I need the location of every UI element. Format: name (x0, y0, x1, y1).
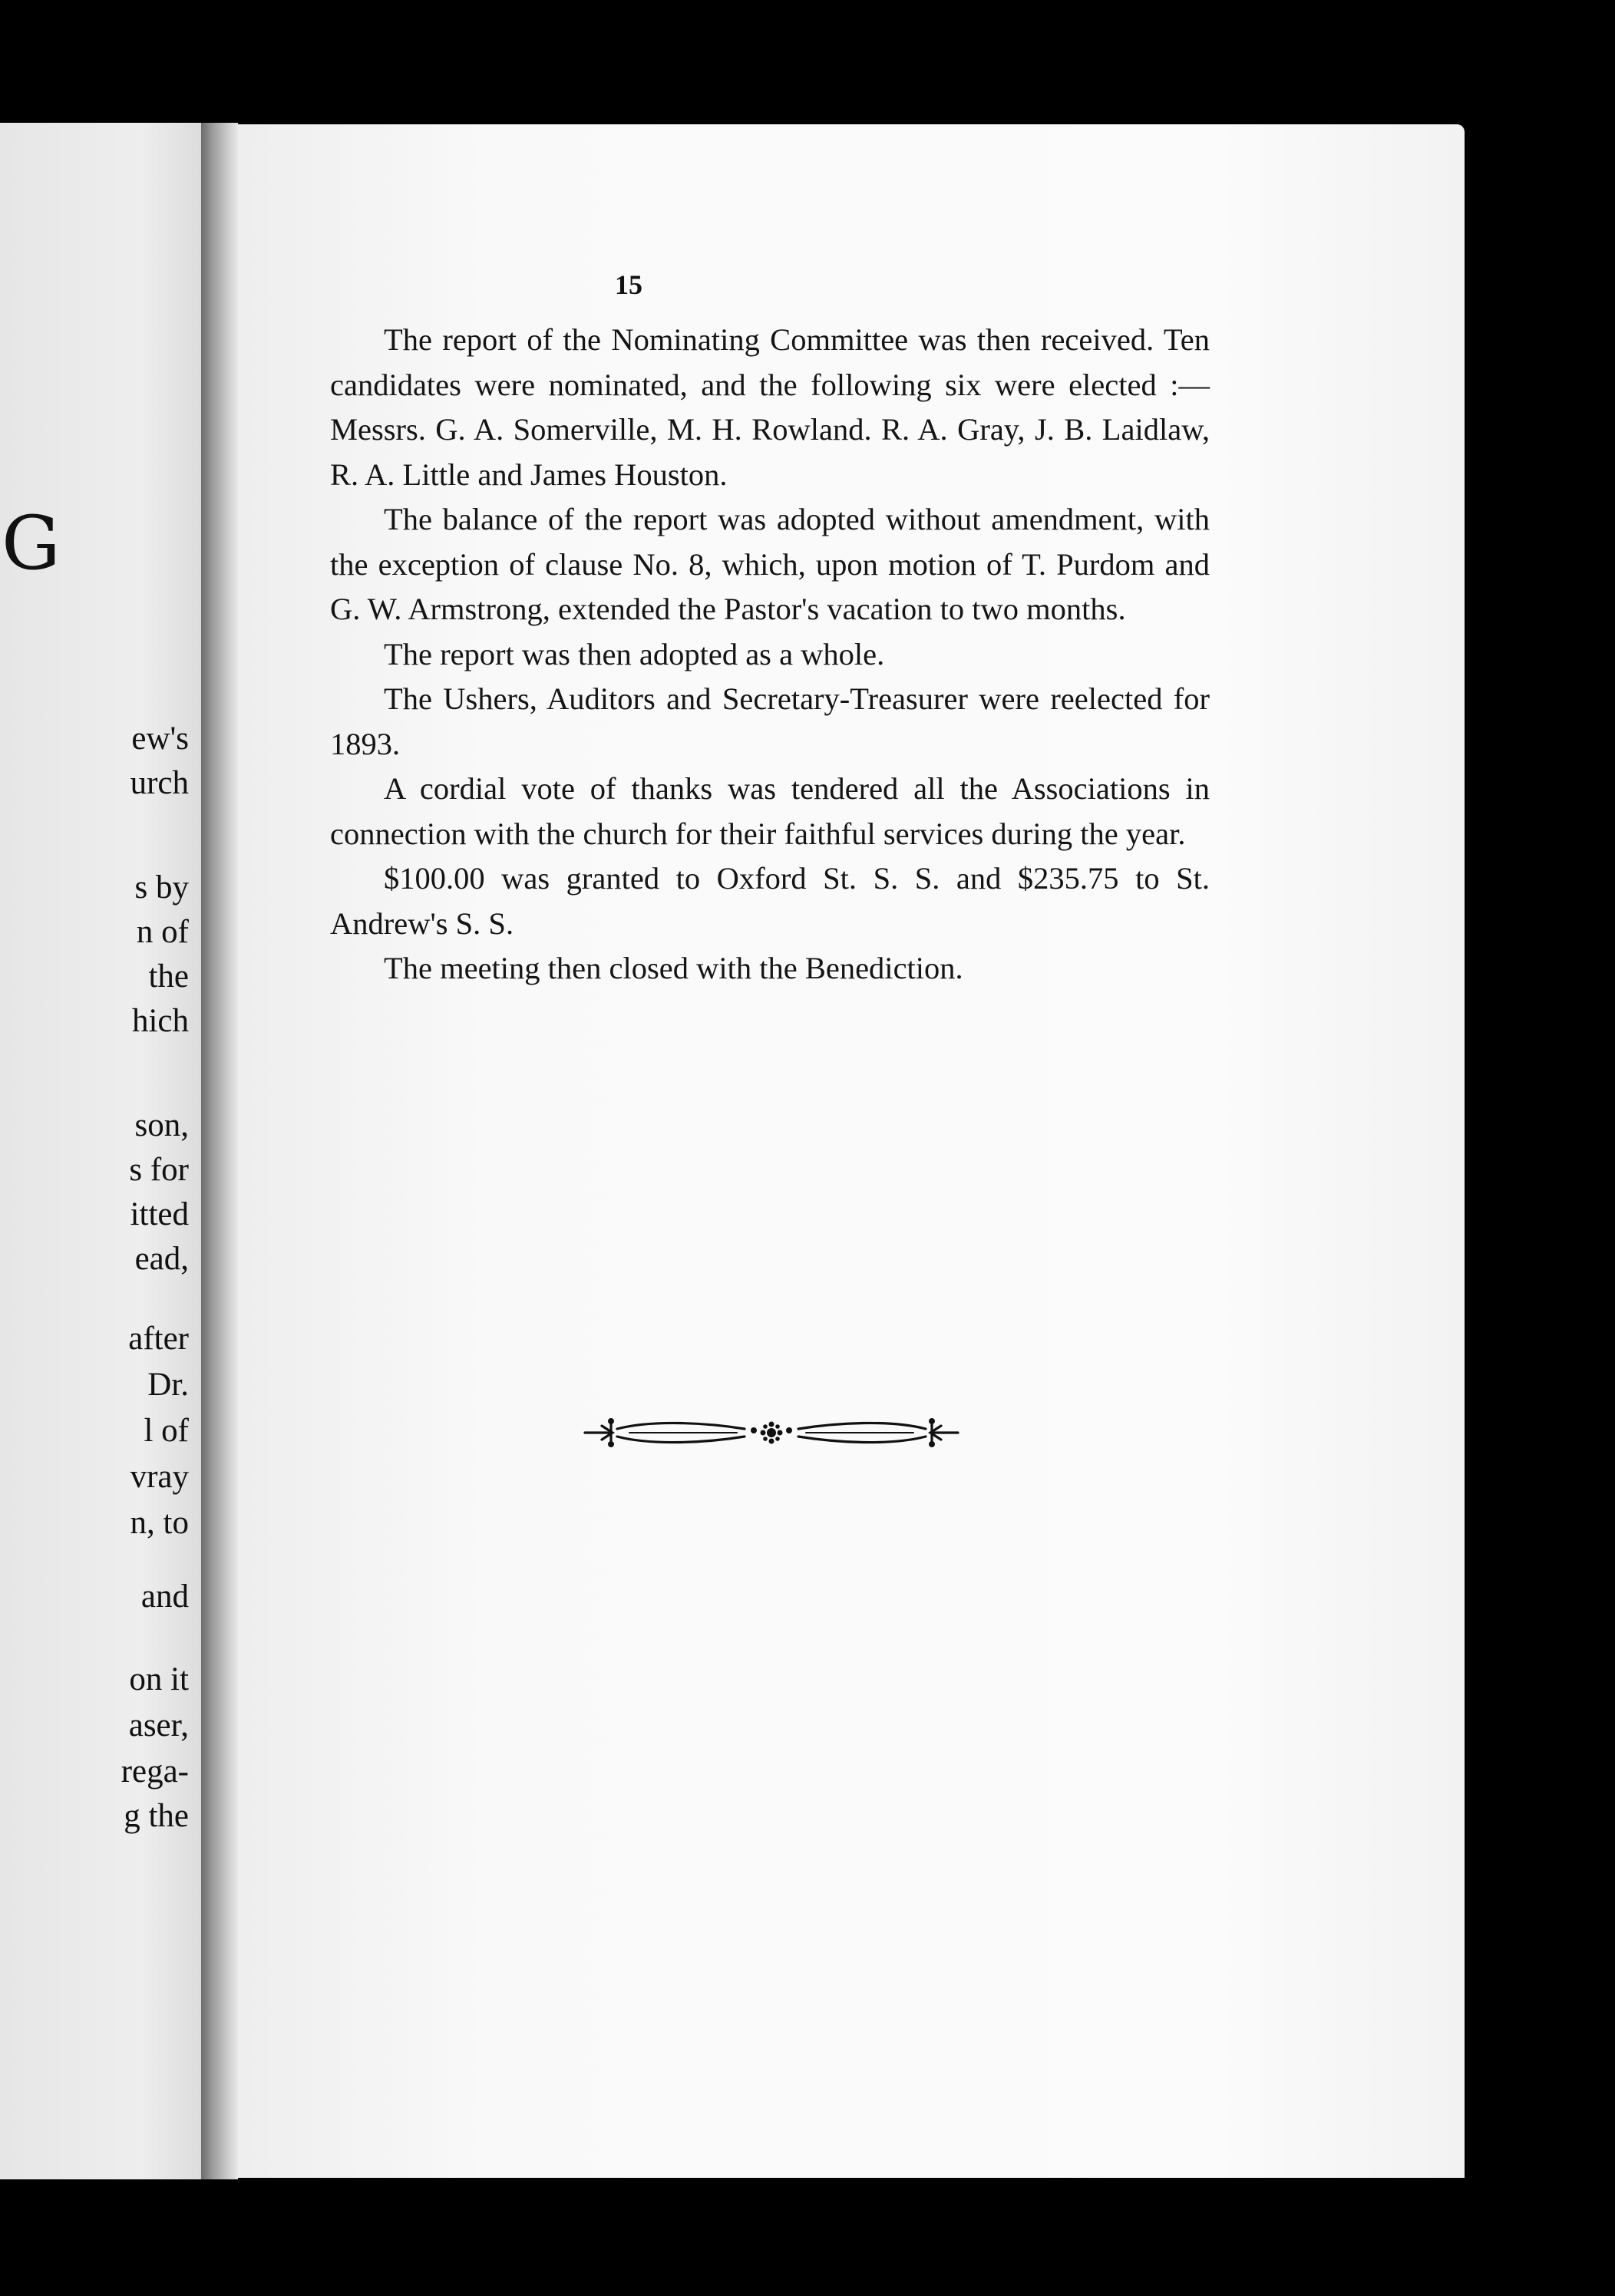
left-page-fragment: urch (130, 765, 189, 801)
left-page-fragment: ead, (134, 1241, 189, 1277)
right-page (238, 124, 1465, 2178)
left-page-fragment: and (140, 1578, 189, 1615)
paragraph-report-adopted: The report was then adopted as a whole. (384, 636, 885, 671)
page-number: 15 (615, 269, 642, 300)
left-page-fragment: s for (129, 1152, 189, 1188)
paragraph-benediction: The meeting then closed with the Benediction. (384, 951, 963, 985)
left-facing-page (0, 123, 201, 2179)
left-page-fragment: hich (131, 1003, 189, 1039)
book-gutter-shadow (201, 123, 238, 2179)
left-page-fragment: son, (134, 1107, 189, 1143)
left-page-fragment: aser, (128, 1707, 189, 1743)
left-page-fragment: n of (136, 914, 189, 950)
left-page-fragment: on it (129, 1661, 189, 1697)
decorative-rule-ornament-icon (583, 1406, 959, 1460)
paragraph-vote-of-thanks: A cordial vote of thanks was tendered all the Associations in connection with the church for their faithful services during the year. (330, 771, 1210, 851)
left-page-fragment: l of (144, 1413, 189, 1449)
paragraph-balance-of-report: The balance of the report was adopted without amendment, with the exception of clause No. 8, which, upon motion of T. Purdom and G. W. Armstrong, extended the Pastor's vacation to two months. (330, 502, 1210, 626)
left-page-fragment: n, to (130, 1505, 189, 1541)
body-text (330, 318, 1210, 991)
left-page-fragment: s by (134, 869, 189, 906)
left-page-fragment: the (148, 958, 189, 995)
paragraph-grants: $100.00 was granted to Oxford St. S. S. and $235.75 to St. Andrew's S. S. (330, 861, 1210, 941)
paragraph-nominating-committee: The report of the Nominating Committee was then received. Ten candidates were nominated, and the following six were elected :—Messrs. G. A. Somerville, M. H. Rowland. R. A. Gray, J. B. Laidlaw, R. A. Little and James Houston. (330, 322, 1210, 492)
left-page-fragment: rega- (121, 1753, 189, 1790)
left-page-fragment: ew's (131, 721, 189, 757)
paragraph-ushers-reelected: The Ushers, Auditors and Secretary-Treasurer were reelected for 1893. (330, 681, 1210, 761)
left-page-fragment: vray (130, 1459, 189, 1495)
left-page-fragment-large-letter: G (2, 500, 61, 586)
left-page-fragment: Dr. (147, 1367, 189, 1403)
left-page-fragment: after (128, 1321, 189, 1357)
left-page-fragment: g the (124, 1798, 189, 1834)
left-page-fragment: itted (130, 1196, 189, 1232)
